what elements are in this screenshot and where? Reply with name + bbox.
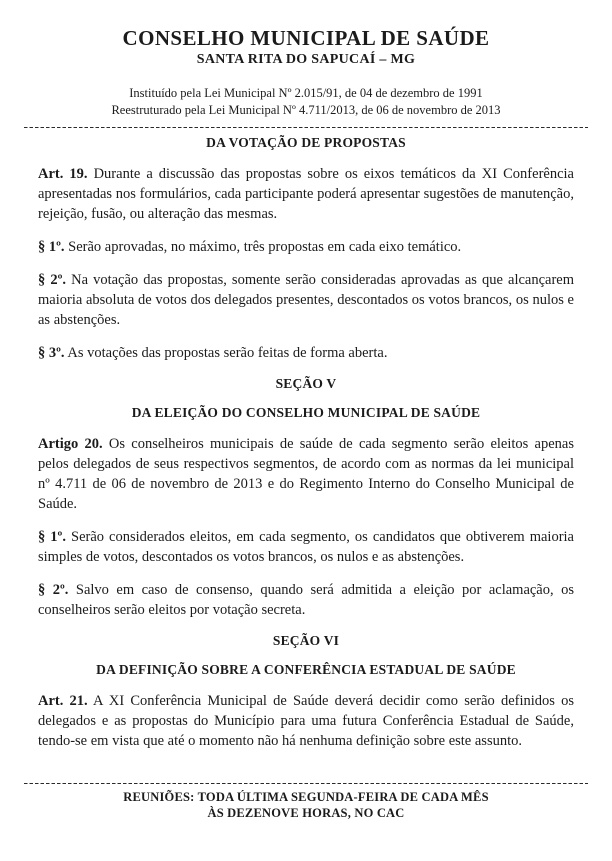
paragraph-label: Art. 19.	[38, 165, 88, 182]
paragraph-text: Na votação das propostas, somente serão consideradas aprovadas as que alcançarem maioria absoluta de votos dos delegados presentes, descontados os votos brancos, os nulos e as abstenções.	[38, 271, 575, 328]
section-heading-votacao: DA VOTAÇÃO DE PROPOSTAS	[206, 134, 406, 150]
paragraph-text: Os conselheiros municipais de saúde de cada segmento serão eleitos apenas pelos delegados de seus respectivos segmentos, de acordo com as normas da lei municipal nº 4.711 de 06 de novembro de 2013 e do Regimento Interno do Conselho Municipal de Saúde.	[38, 435, 574, 512]
section-label-secao-vi: SEÇÃO VI	[272, 632, 340, 648]
paragraph-label: Art. 21.	[38, 692, 88, 709]
document-header	[0, 0, 612, 119]
paragraph-art19-par3	[38, 343, 574, 363]
footer-time-place-line: ÀS DEZENOVE HORAS, NO CAC	[207, 806, 405, 820]
law-line-instituted: Instituído pela Lei Municipal Nº 2.015/91, de 04 de dezembro de 1991	[129, 86, 483, 101]
paragraph-text: Durante a discussão das propostas sobre os eixos temáticos da XI Conferência apresentadas nos formulários, cada participante poderá apresentar sugestões de manutenção, rejeição, fusão, ou alteração das mesmas.	[38, 165, 574, 222]
law-line-restructured: Reestruturado pela Lei Municipal Nº 4.711/2013, de 06 de novembro de 2013	[111, 103, 501, 118]
law-reference-block	[0, 85, 612, 119]
paragraph-text: Salvo em caso de consenso, quando será admitida a eleição por aclamação, os conselheiros serão eleitos por votação secreta.	[38, 581, 575, 618]
paragraph-text: Serão aprovadas, no máximo, três propostas em cada eixo temático.	[68, 238, 462, 255]
paragraph-label: § 1º.	[38, 528, 66, 545]
section-heading-definicao: DA DEFINIÇÃO SOBRE A CONFERÊNCIA ESTADUAL DE SAÚDE	[96, 661, 516, 677]
page-subtitle: SANTA RITA DO SAPUCAÍ – MG	[196, 52, 416, 68]
paragraph-art-21	[38, 691, 574, 751]
paragraph-label: § 3º.	[38, 344, 65, 361]
paragraph-label: Artigo 20.	[38, 435, 103, 452]
paragraph-art19-par1	[38, 237, 574, 257]
document-footer	[0, 775, 612, 821]
paragraph-art-19	[38, 164, 574, 224]
paragraph-art19-par2	[38, 270, 574, 330]
paragraph-label: § 2º.	[38, 271, 66, 288]
paragraph-art20-par1	[38, 527, 574, 567]
paragraph-artigo-20	[38, 434, 574, 514]
section-heading-eleicao: DA ELEIÇÃO DO CONSELHO MUNICIPAL DE SAÚDE	[131, 404, 481, 420]
paragraph-text: Serão considerados eleitos, em cada segmento, os candidatos que obtiverem maioria simples de votos, descontados os votos brancos, os nulos e as abstenções.	[38, 528, 574, 565]
paragraph-art20-par2	[38, 580, 574, 620]
paragraph-text: As votações das propostas serão feitas de forma aberta.	[67, 344, 388, 361]
footer-separator	[24, 783, 588, 784]
page-title: CONSELHO MUNICIPAL DE SAÚDE	[122, 26, 490, 50]
footer-meetings-line: REUNIÕES: TODA ÚLTIMA SEGUNDA-FEIRA DE CADA MÊS	[123, 790, 489, 804]
header-separator	[24, 127, 588, 128]
paragraph-text: A XI Conferência Municipal de Saúde deverá decidir como serão definidos os delegados e as propostas do Município para uma futura Conferência Estadual de Saúde, tendo-se em vista que até o momento não há nenhuma definição sobre este assunto.	[38, 692, 574, 749]
paragraph-label: § 1º.	[38, 238, 65, 255]
paragraph-label: § 2º.	[38, 581, 69, 598]
document-body	[0, 135, 612, 751]
section-label-secao-v: SEÇÃO V	[275, 375, 337, 391]
